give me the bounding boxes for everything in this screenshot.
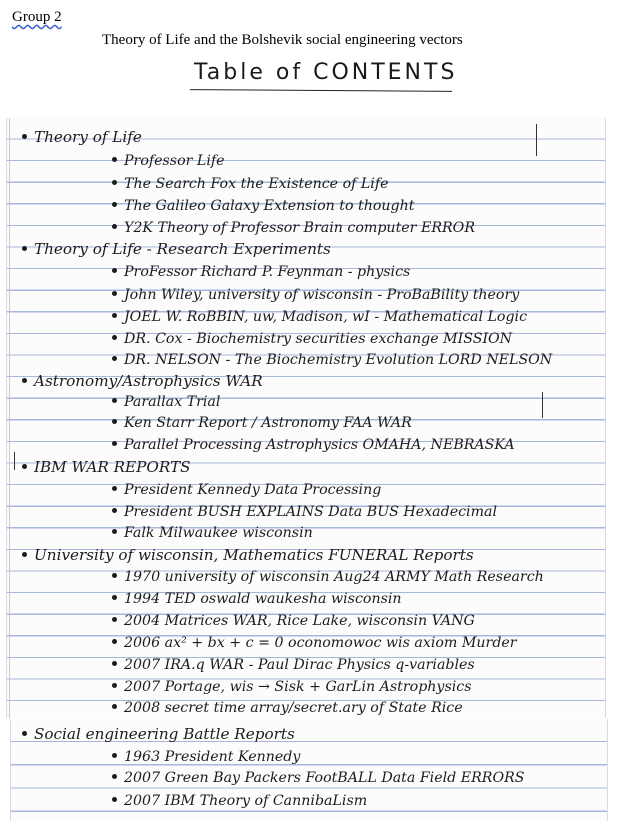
bullet-icon bbox=[112, 313, 117, 318]
toc-section bbox=[22, 240, 331, 258]
bullet-icon bbox=[112, 661, 117, 666]
toc-entry-text: The Search Fox the Existence of Life bbox=[124, 176, 389, 192]
toc-section bbox=[22, 372, 263, 390]
bullet-icon bbox=[112, 573, 117, 578]
toc-section bbox=[22, 725, 295, 743]
toc-entry bbox=[112, 263, 410, 281]
toc-entry bbox=[112, 678, 472, 696]
group-label: Group 2 bbox=[12, 9, 62, 25]
toc-entry-text: 2004 Matrices WAR, Rice Lake, wisconsin VANG bbox=[124, 613, 475, 629]
bullet-icon bbox=[112, 797, 117, 802]
bullet-icon bbox=[22, 378, 27, 383]
toc-entry bbox=[112, 286, 519, 304]
toc-entry-text: University of wisconsin, Mathematics FUNERAL Reports bbox=[34, 546, 474, 564]
toc-entry bbox=[112, 656, 475, 674]
bullet-icon bbox=[22, 464, 27, 469]
toc-entry bbox=[112, 436, 515, 454]
toc-entry bbox=[112, 330, 512, 348]
toc-entry-text: 2007 Portage, wis → Sisk + GarLin Astrophysics bbox=[124, 679, 472, 695]
pen-stroke-mark bbox=[14, 452, 15, 470]
bullet-icon bbox=[112, 224, 117, 229]
pen-stroke-mark bbox=[542, 392, 543, 418]
toc-entry-text: IBM WAR REPORTS bbox=[34, 458, 191, 476]
bullet-icon bbox=[112, 157, 117, 162]
bullet-icon bbox=[22, 731, 27, 736]
toc-entry bbox=[112, 481, 381, 499]
pen-stroke-mark bbox=[536, 124, 537, 156]
bullet-icon bbox=[112, 268, 117, 273]
toc-entry-text: 1994 TED oswald waukesha wisconsin bbox=[124, 591, 402, 607]
toc-section bbox=[22, 128, 142, 146]
toc-entry bbox=[112, 393, 220, 411]
toc-entry bbox=[112, 308, 527, 326]
toc-entry bbox=[112, 568, 544, 586]
bullet-icon bbox=[112, 753, 117, 758]
toc-entry-text: Y2K Theory of Professor Brain computer ERROR bbox=[124, 220, 475, 236]
toc-section bbox=[22, 458, 191, 476]
toc-entry bbox=[112, 414, 412, 432]
toc-entry bbox=[112, 219, 475, 237]
bullet-icon bbox=[112, 202, 117, 207]
toc-entry-text: Parallel Processing Astrophysics OMAHA, NEBRASKA bbox=[124, 437, 515, 453]
toc-entry bbox=[112, 590, 402, 608]
toc-heading: Table of CONTENTS bbox=[194, 60, 458, 85]
toc-entry bbox=[112, 792, 367, 810]
bullet-icon bbox=[112, 617, 117, 622]
toc-entry-text: Professor Life bbox=[124, 153, 225, 169]
toc-entry-text: President BUSH EXPLAINS Data BUS Hexadecimal bbox=[124, 504, 498, 520]
toc-entry-text: 2007 Green Bay Packers FootBALL Data Field ERRORS bbox=[124, 770, 525, 786]
toc-entry-text: President Kennedy Data Processing bbox=[124, 482, 382, 498]
toc-entry-text: 2007 IRA.q WAR - Paul Dirac Physics q-variables bbox=[124, 657, 475, 673]
toc-entry bbox=[112, 634, 517, 652]
toc-entry-text: 1970 university of wisconsin Aug24 ARMY Math Research bbox=[124, 569, 544, 585]
paper-margin-line bbox=[9, 118, 10, 718]
bullet-icon bbox=[22, 552, 27, 557]
toc-entry-text: DR. Cox - Biochemistry securities exchange MISSION bbox=[124, 331, 513, 347]
bullet-icon bbox=[112, 683, 117, 688]
toc-entry-text: JOEL W. RoBBIN, uw, Madison, wI - Mathematical Logic bbox=[124, 309, 528, 325]
toc-entry-text: 2007 IBM Theory of CannibaLism bbox=[124, 793, 368, 809]
toc-entry-text: John Wiley, university of wisconsin - ProBaBility theory bbox=[124, 287, 520, 303]
toc-entry bbox=[112, 524, 313, 542]
bullet-icon bbox=[112, 486, 117, 491]
toc-entry-text: 2008 secret time array/secret.ary of State Rice bbox=[124, 700, 463, 716]
toc-entry bbox=[112, 197, 414, 215]
toc-entry bbox=[112, 612, 475, 630]
document-title: Theory of Life and the Bolshevik social engineering vectors bbox=[102, 32, 463, 48]
toc-entry-text: Theory of Life bbox=[34, 128, 142, 146]
bullet-icon bbox=[112, 398, 117, 403]
bullet-icon bbox=[112, 356, 117, 361]
bullet-icon bbox=[112, 419, 117, 424]
toc-entry-text: The Galileo Galaxy Extension to thought bbox=[124, 198, 415, 214]
bullet-icon bbox=[112, 335, 117, 340]
bullet-icon bbox=[112, 595, 117, 600]
bullet-icon bbox=[112, 441, 117, 446]
bullet-icon bbox=[112, 508, 117, 513]
toc-entry bbox=[112, 699, 463, 717]
toc-section bbox=[22, 546, 474, 564]
toc-entry bbox=[112, 503, 497, 521]
toc-entry-text: 2006 ax² + bx + c = 0 oconomowoc wis axiom Murder bbox=[124, 635, 517, 651]
toc-entry bbox=[112, 175, 389, 193]
bullet-icon bbox=[112, 291, 117, 296]
toc-entry-text: Ken Starr Report / Astronomy FAA WAR bbox=[124, 415, 412, 431]
bullet-icon bbox=[22, 134, 27, 139]
toc-entry bbox=[112, 152, 225, 170]
bullet-icon bbox=[112, 180, 117, 185]
bullet-icon bbox=[112, 639, 117, 644]
toc-heading-underline bbox=[190, 89, 452, 92]
toc-entry bbox=[112, 748, 300, 766]
bullet-icon bbox=[112, 774, 117, 779]
toc-entry-text: Theory of Life - Research Experiments bbox=[34, 240, 331, 258]
bullet-icon bbox=[22, 246, 27, 251]
toc-entry bbox=[112, 769, 525, 787]
toc-entry-text: 1963 President Kennedy bbox=[124, 749, 301, 765]
bullet-icon bbox=[112, 529, 117, 534]
toc-entry-text: DR. NELSON - The Biochemistry Evolution LORD NELSON bbox=[124, 352, 553, 368]
toc-entry-text: Astronomy/Astrophysics WAR bbox=[34, 372, 263, 390]
toc-entry bbox=[112, 351, 552, 369]
toc-entry-text: Falk Milwaukee wisconsin bbox=[124, 525, 313, 541]
toc-entry-text: ProFessor Richard P. Feynman - physics bbox=[124, 264, 411, 280]
toc-entry-text: Social engineering Battle Reports bbox=[34, 725, 295, 743]
bullet-icon bbox=[112, 704, 117, 709]
toc-entry-text: Parallax Trial bbox=[124, 394, 221, 410]
